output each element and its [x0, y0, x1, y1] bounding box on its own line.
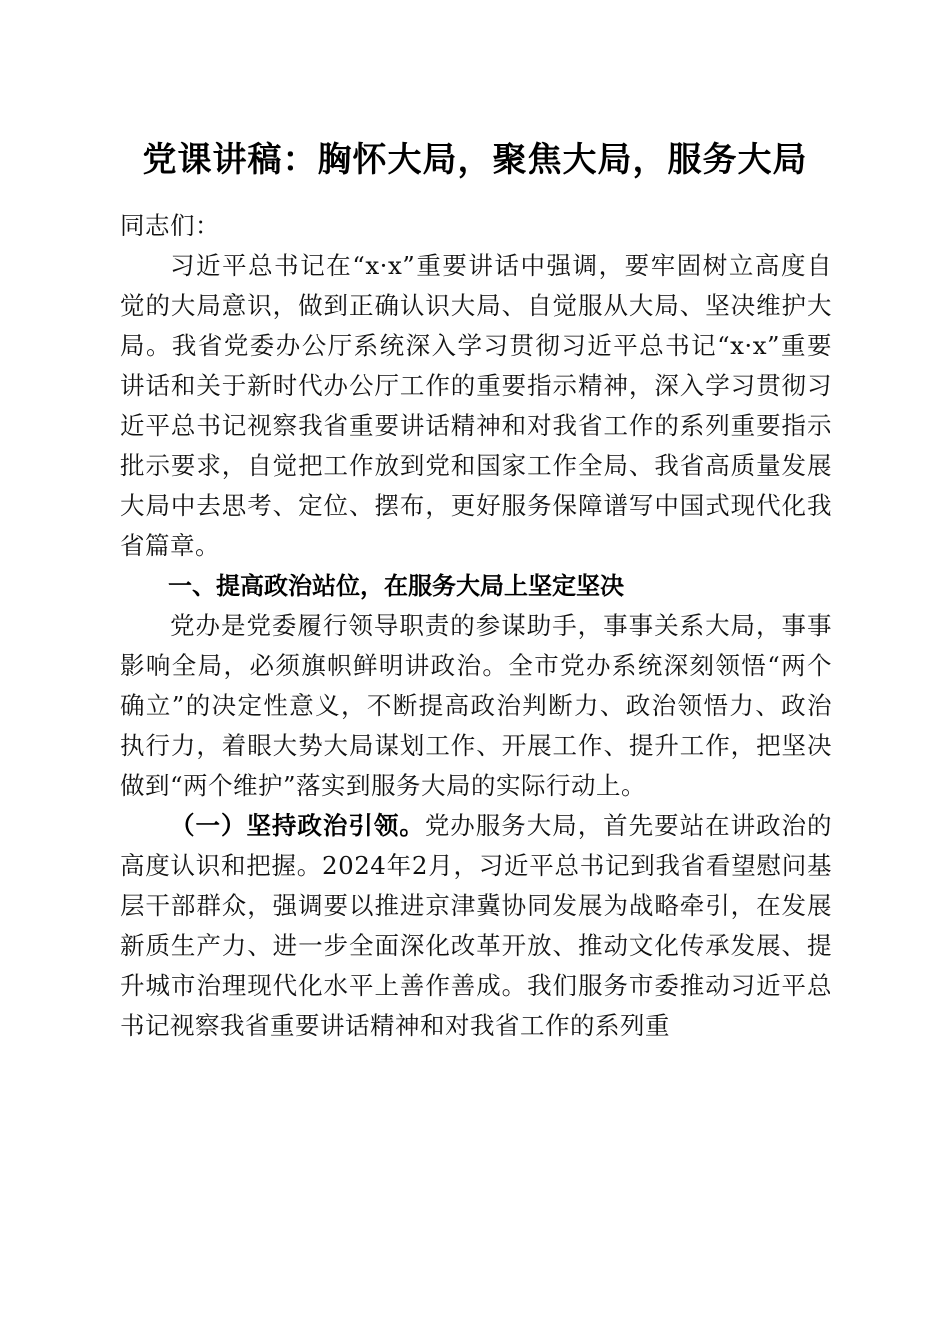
subsection-1-text: 党办服务大局，首先要站在讲政治的高度认识和把握。2024年2月，习近平总书记到我省看望慰问基层干部群众，强调要以推进京津冀协同发展为战略牵引，在发展新质生产力、进一步全面深化改革开放、推动文化传承发展、提升城市治理现代化水平上善作善成。我们服务市委推动习近平总书记视察我省重要讲话精神和对我省工作的系列重 [120, 811, 833, 1040]
subsection-1-lead: （一）坚持政治引领。 [170, 811, 425, 840]
section-heading-1: 一、提高政治站位，在服务大局上坚定坚决 [168, 572, 624, 600]
salutation: 同志们： [120, 211, 220, 240]
intro-paragraph: 习近平总书记在“x·x”重要讲话中强调，要牢固树立高度自觉的大局意识，做到正确认识大局、自觉服从大局、坚决维护大局。我省党委办公厅系统深入学习贯彻习近平总书记“x·x”重要讲话和关于新时代办公厅工作的重要指示精神，深入学习贯彻习近平总书记视察我省重要讲话精神和对我省工作的系列重要指示批示要求，自觉把工作放到党和国家工作全局、我省高质量发展大局中去思考、定位、摆布，更好服务保障谱写中国式现代化我省篇章。 [120, 251, 832, 560]
document-body [120, 206, 832, 1046]
subsection-1-paragraph [120, 806, 832, 1046]
document-title: 党课讲稿：胸怀大局，聚焦大局，服务大局 [142, 140, 808, 180]
section-1-paragraph: 党办是党委履行领导职责的参谋助手，事事关系大局，事事影响全局，必须旗帜鲜明讲政治。全市党办系统深刻领悟“两个确立”的决定性意义，不断提高政治判断力、政治领悟力、政治执行力，着眼大势大局谋划工作、开展工作、提升工作，把坚决做到“两个维护”落实到服务大局的实际行动上。 [120, 611, 832, 800]
